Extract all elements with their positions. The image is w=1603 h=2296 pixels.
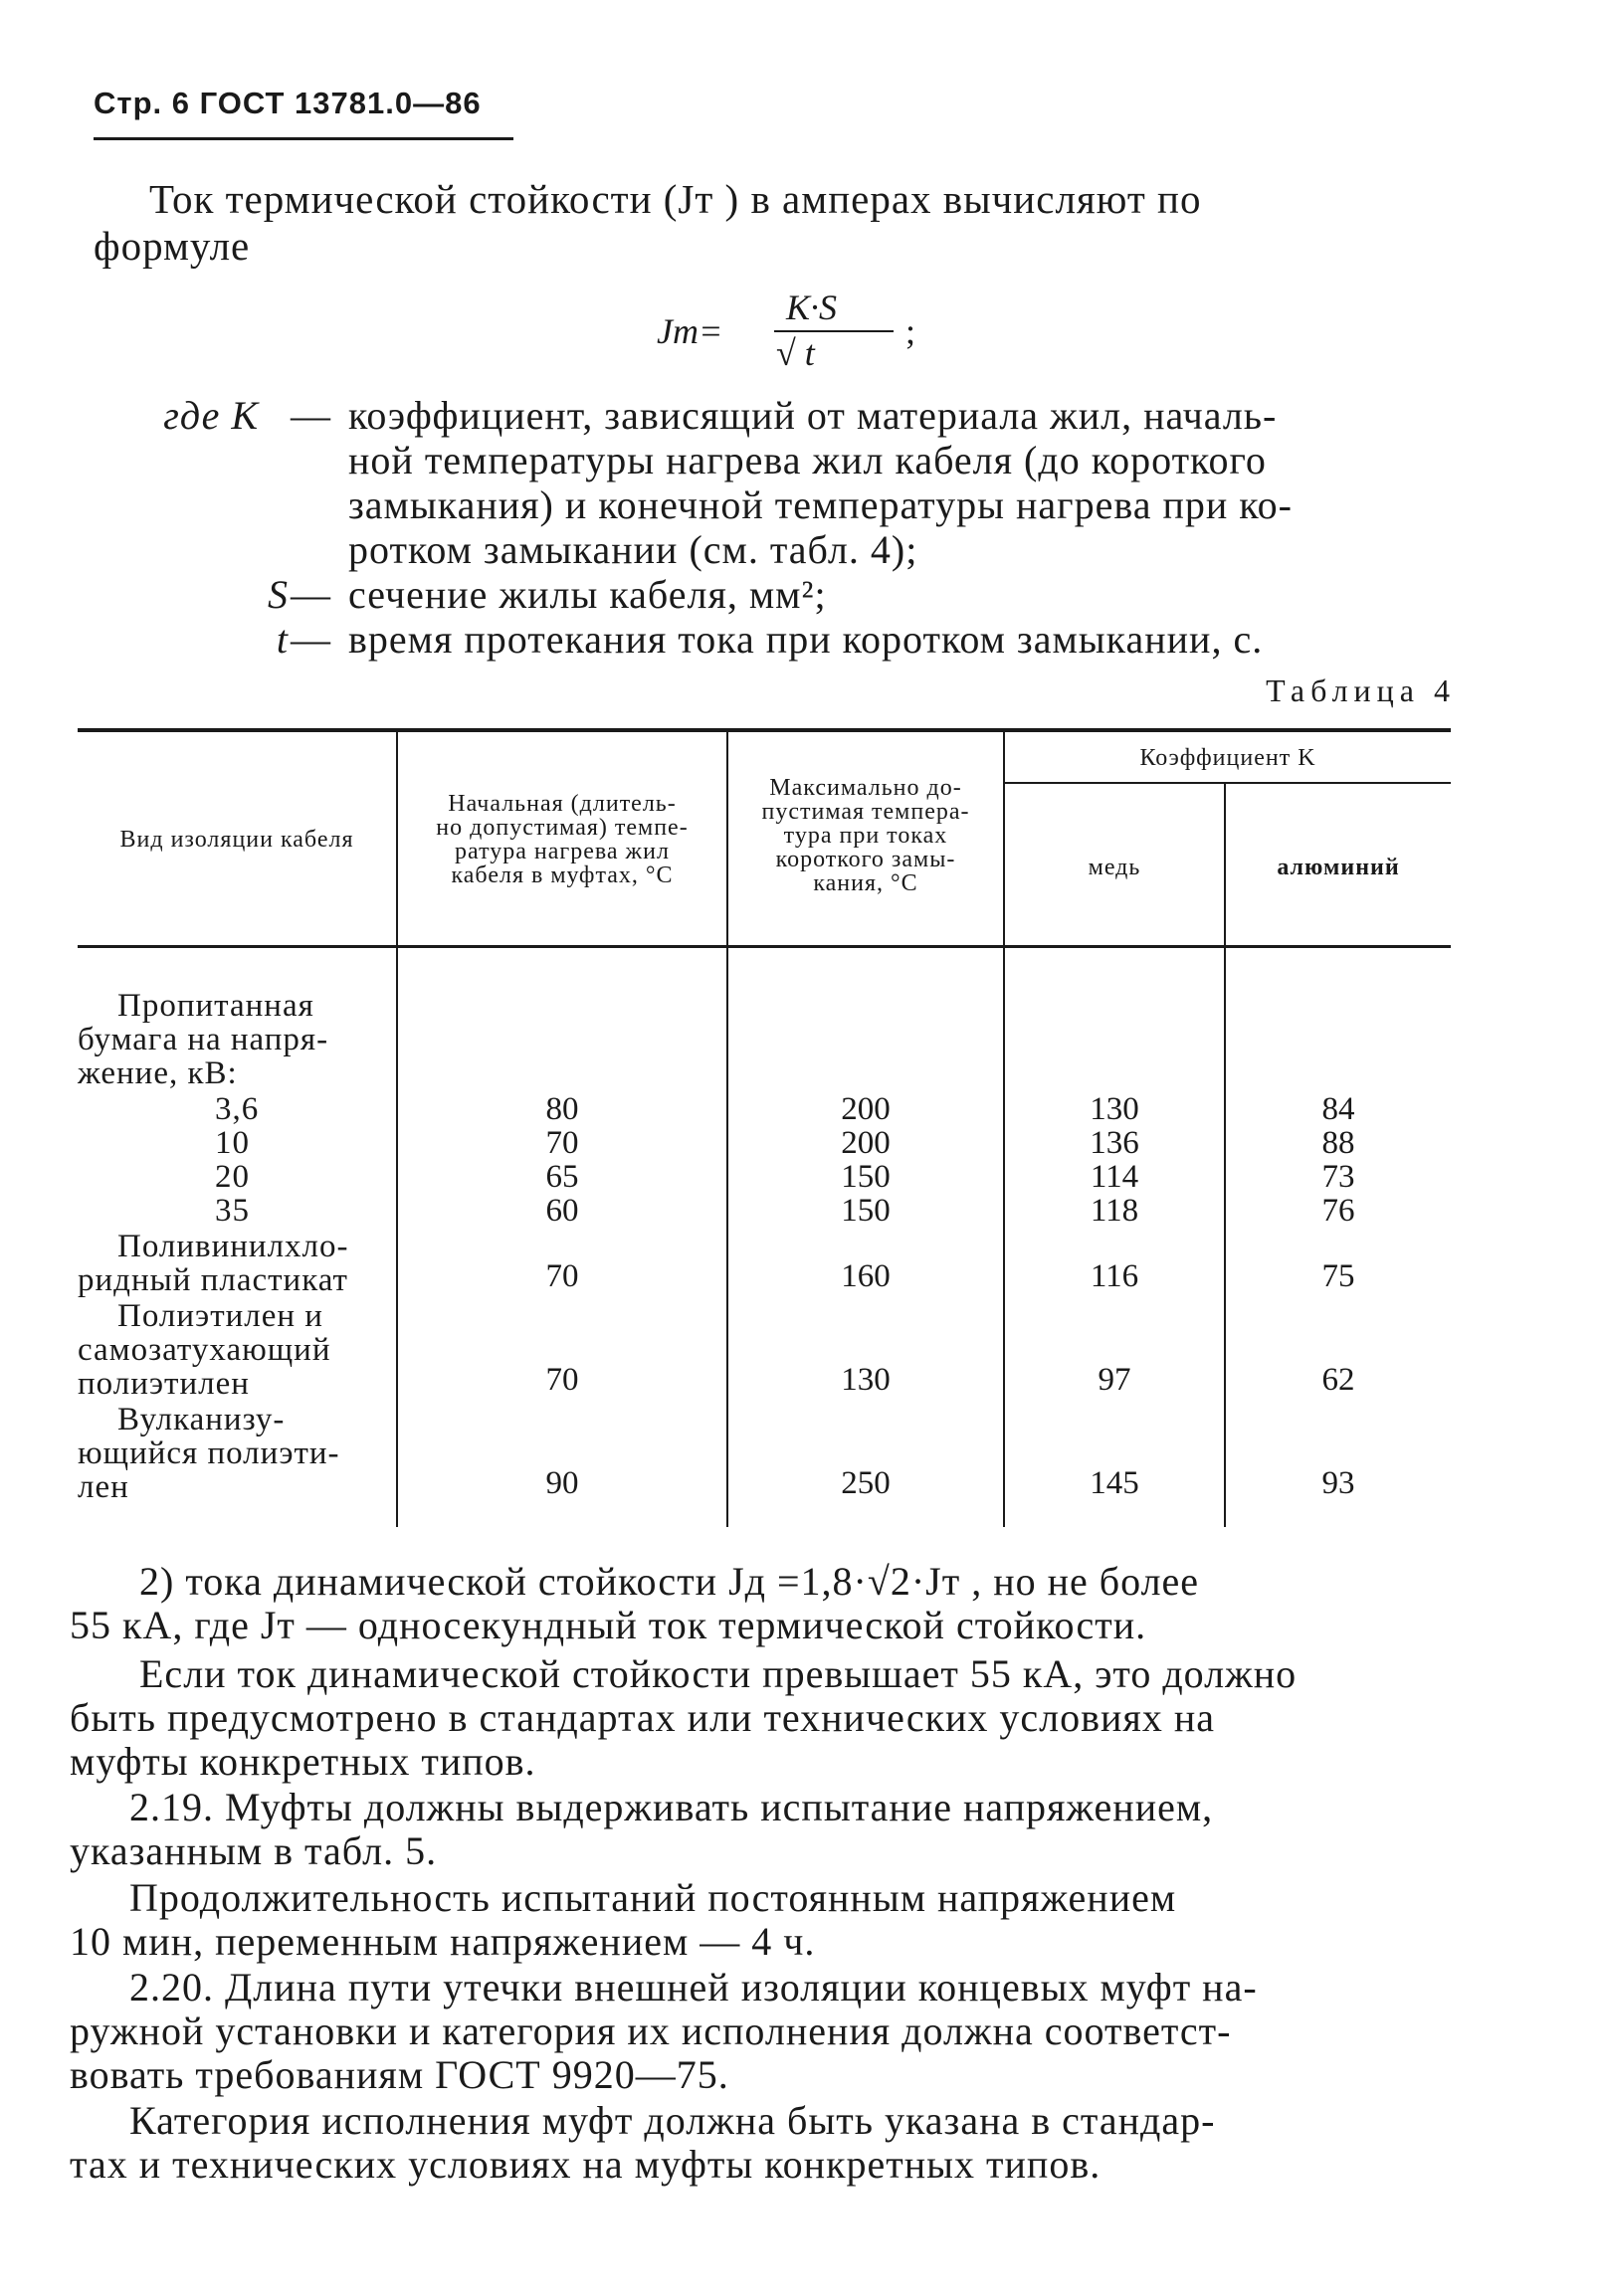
header-line: тура при токах xyxy=(783,823,948,849)
header-line: Максимально до- xyxy=(769,775,962,801)
body-line: Категория исполнения муфт должна быть указана в стандар- xyxy=(129,2098,1216,2143)
definition-s xyxy=(149,572,1463,617)
body-line: муфты конкретных типов. xyxy=(70,1739,536,1784)
cell-aluminium: 88 xyxy=(1321,1125,1355,1161)
definition-line: время протекания тока при коротком замыкании, с. xyxy=(348,617,1264,662)
header-initial-temp xyxy=(398,792,726,887)
cell-aluminium: 84 xyxy=(1321,1091,1355,1127)
table-caption: Таблица 4 xyxy=(1266,672,1456,708)
cell-copper: 130 xyxy=(1090,1091,1139,1127)
header-line: ратура нагрева жил xyxy=(455,839,670,864)
row-label: ридный пластикат xyxy=(78,1262,348,1298)
intro-line-2: формуле xyxy=(94,223,251,269)
header-underline xyxy=(94,137,513,140)
cell-initial-temp: 70 xyxy=(545,1125,579,1161)
row-label: полиэтилен xyxy=(78,1366,250,1402)
cell-copper: 145 xyxy=(1090,1465,1139,1501)
cell-aluminium: 75 xyxy=(1321,1258,1355,1294)
cell-aluminium: 76 xyxy=(1321,1193,1355,1229)
definition-t xyxy=(149,617,1463,662)
definition-line: сечение жилы кабеля, мм²; xyxy=(348,572,827,617)
table-4 xyxy=(78,716,1451,1537)
row-label: бумага на напря- xyxy=(78,1022,329,1057)
definition-dash: — xyxy=(291,572,331,617)
header-max-temp xyxy=(728,776,1003,895)
page-header: Стр. 6 ГОСТ 13781.0—86 xyxy=(94,86,482,120)
body-line: 55 кА, где Jт — односекундный ток термической стойкости. xyxy=(70,1603,1147,1647)
formula-denominator: √ t xyxy=(776,333,815,373)
cell-max-temp: 150 xyxy=(841,1193,891,1229)
cell-aluminium: 73 xyxy=(1321,1159,1355,1195)
body-line: тах и технических условиях на муфты конкретных типов. xyxy=(70,2142,1102,2187)
body-line: быть предусмотрено в стандартах или технических условиях на xyxy=(70,1695,1215,1740)
row-label: Поливинилхло- xyxy=(117,1229,349,1264)
definition-symbol: S xyxy=(268,572,289,617)
body-line: 10 мин, переменным напряжением — 4 ч. xyxy=(70,1919,816,1964)
definition-dash: — xyxy=(291,617,331,662)
header-coefficient-k: Коэффициент K xyxy=(1139,745,1316,771)
definitions xyxy=(149,393,1463,662)
body-line: указанным в табл. 5. xyxy=(70,1828,438,1873)
body-line: 2.19. Муфты должны выдерживать испытание напряжением, xyxy=(129,1785,1214,1829)
definition-line: ной температуры нагрева жил кабеля (до короткого xyxy=(348,438,1267,482)
body-line: Продолжительность испытаний постоянным напряжением xyxy=(129,1875,1177,1920)
row-label: жение, кВ: xyxy=(78,1055,238,1091)
definition-symbol: t xyxy=(276,617,289,662)
cell-copper: 97 xyxy=(1098,1362,1131,1398)
row-label: 3,6 xyxy=(215,1091,260,1127)
cell-initial-temp: 70 xyxy=(545,1258,579,1294)
formula-tail: ; xyxy=(905,311,916,351)
cell-initial-temp: 60 xyxy=(545,1193,579,1229)
body-line: вовать требованиям ГОСТ 9920—75. xyxy=(70,2052,729,2097)
cell-max-temp: 200 xyxy=(841,1125,891,1161)
formula-lhs: Jт= xyxy=(657,311,723,351)
definition-k xyxy=(149,393,1463,572)
row-label: самозатухающий xyxy=(78,1332,331,1368)
cell-initial-temp: 90 xyxy=(545,1465,579,1501)
cell-copper: 116 xyxy=(1090,1258,1139,1294)
table-group-rule xyxy=(1005,782,1451,784)
definition-line: коэффициент, зависящий от материала жил, началь- xyxy=(348,393,1278,438)
row-label: 20 xyxy=(215,1159,250,1195)
row-label: 10 xyxy=(215,1125,250,1161)
intro-line-1: Ток термической стойкости (Jт ) в амперах вычисляют по xyxy=(149,176,1202,222)
cell-initial-temp: 80 xyxy=(545,1091,579,1127)
header-line: короткого замы- xyxy=(775,847,956,872)
cell-copper: 118 xyxy=(1090,1193,1139,1229)
body-line: Если ток динамической стойкости превышает 55 кА, это должно xyxy=(139,1651,1298,1696)
definition-symbol: где K xyxy=(163,393,259,438)
table-header-rule xyxy=(78,945,1451,948)
header-line: пустимая темпера- xyxy=(761,799,970,825)
header-insulation: Вид изоляции кабеля xyxy=(119,827,354,853)
body-line: ружной установки и категория их исполнения должна соответст- xyxy=(70,2009,1232,2053)
header-line: кания, °С xyxy=(813,870,918,896)
cell-initial-temp: 70 xyxy=(545,1362,579,1398)
row-label: Вулканизу- xyxy=(117,1402,286,1437)
cell-max-temp: 160 xyxy=(841,1258,891,1294)
body-line: 2.20. Длина пути утечки внешней изоляции концевых муфт на- xyxy=(129,1965,1258,2009)
cell-aluminium: 62 xyxy=(1321,1362,1355,1398)
definition-line: замыкания) и конечной температуры нагрева при ко- xyxy=(348,482,1293,527)
header-line: Начальная (длитель- xyxy=(448,791,677,817)
cell-aluminium: 93 xyxy=(1321,1465,1355,1501)
header-aluminium: алюминий xyxy=(1277,855,1400,880)
definition-dash: — xyxy=(291,393,331,438)
row-label: Полиэтилен и xyxy=(117,1298,323,1334)
header-line: но допустимая) темпе- xyxy=(436,815,689,841)
cell-initial-temp: 65 xyxy=(545,1159,579,1195)
header-copper: медь xyxy=(1088,855,1141,880)
cell-max-temp: 130 xyxy=(841,1362,891,1398)
cell-copper: 136 xyxy=(1090,1125,1139,1161)
body-line: 2) тока динамической стойкости Jд =1,8·√2·Jт , но не более xyxy=(139,1559,1200,1604)
cell-max-temp: 250 xyxy=(841,1465,891,1501)
header-line: кабеля в муфтах, °С xyxy=(451,862,674,888)
row-label: лен xyxy=(78,1469,129,1505)
row-label: 35 xyxy=(215,1193,250,1229)
cell-copper: 114 xyxy=(1090,1159,1139,1195)
formula-numerator: K·S xyxy=(786,287,838,327)
row-label: ющийся полиэти- xyxy=(78,1435,340,1471)
formula xyxy=(657,287,915,376)
row-label: Пропитанная xyxy=(117,988,314,1024)
definition-line: ротком замыкании (см. табл. 4); xyxy=(348,527,918,572)
cell-max-temp: 150 xyxy=(841,1159,891,1195)
cell-max-temp: 200 xyxy=(841,1091,891,1127)
table-top-rule xyxy=(78,728,1451,732)
